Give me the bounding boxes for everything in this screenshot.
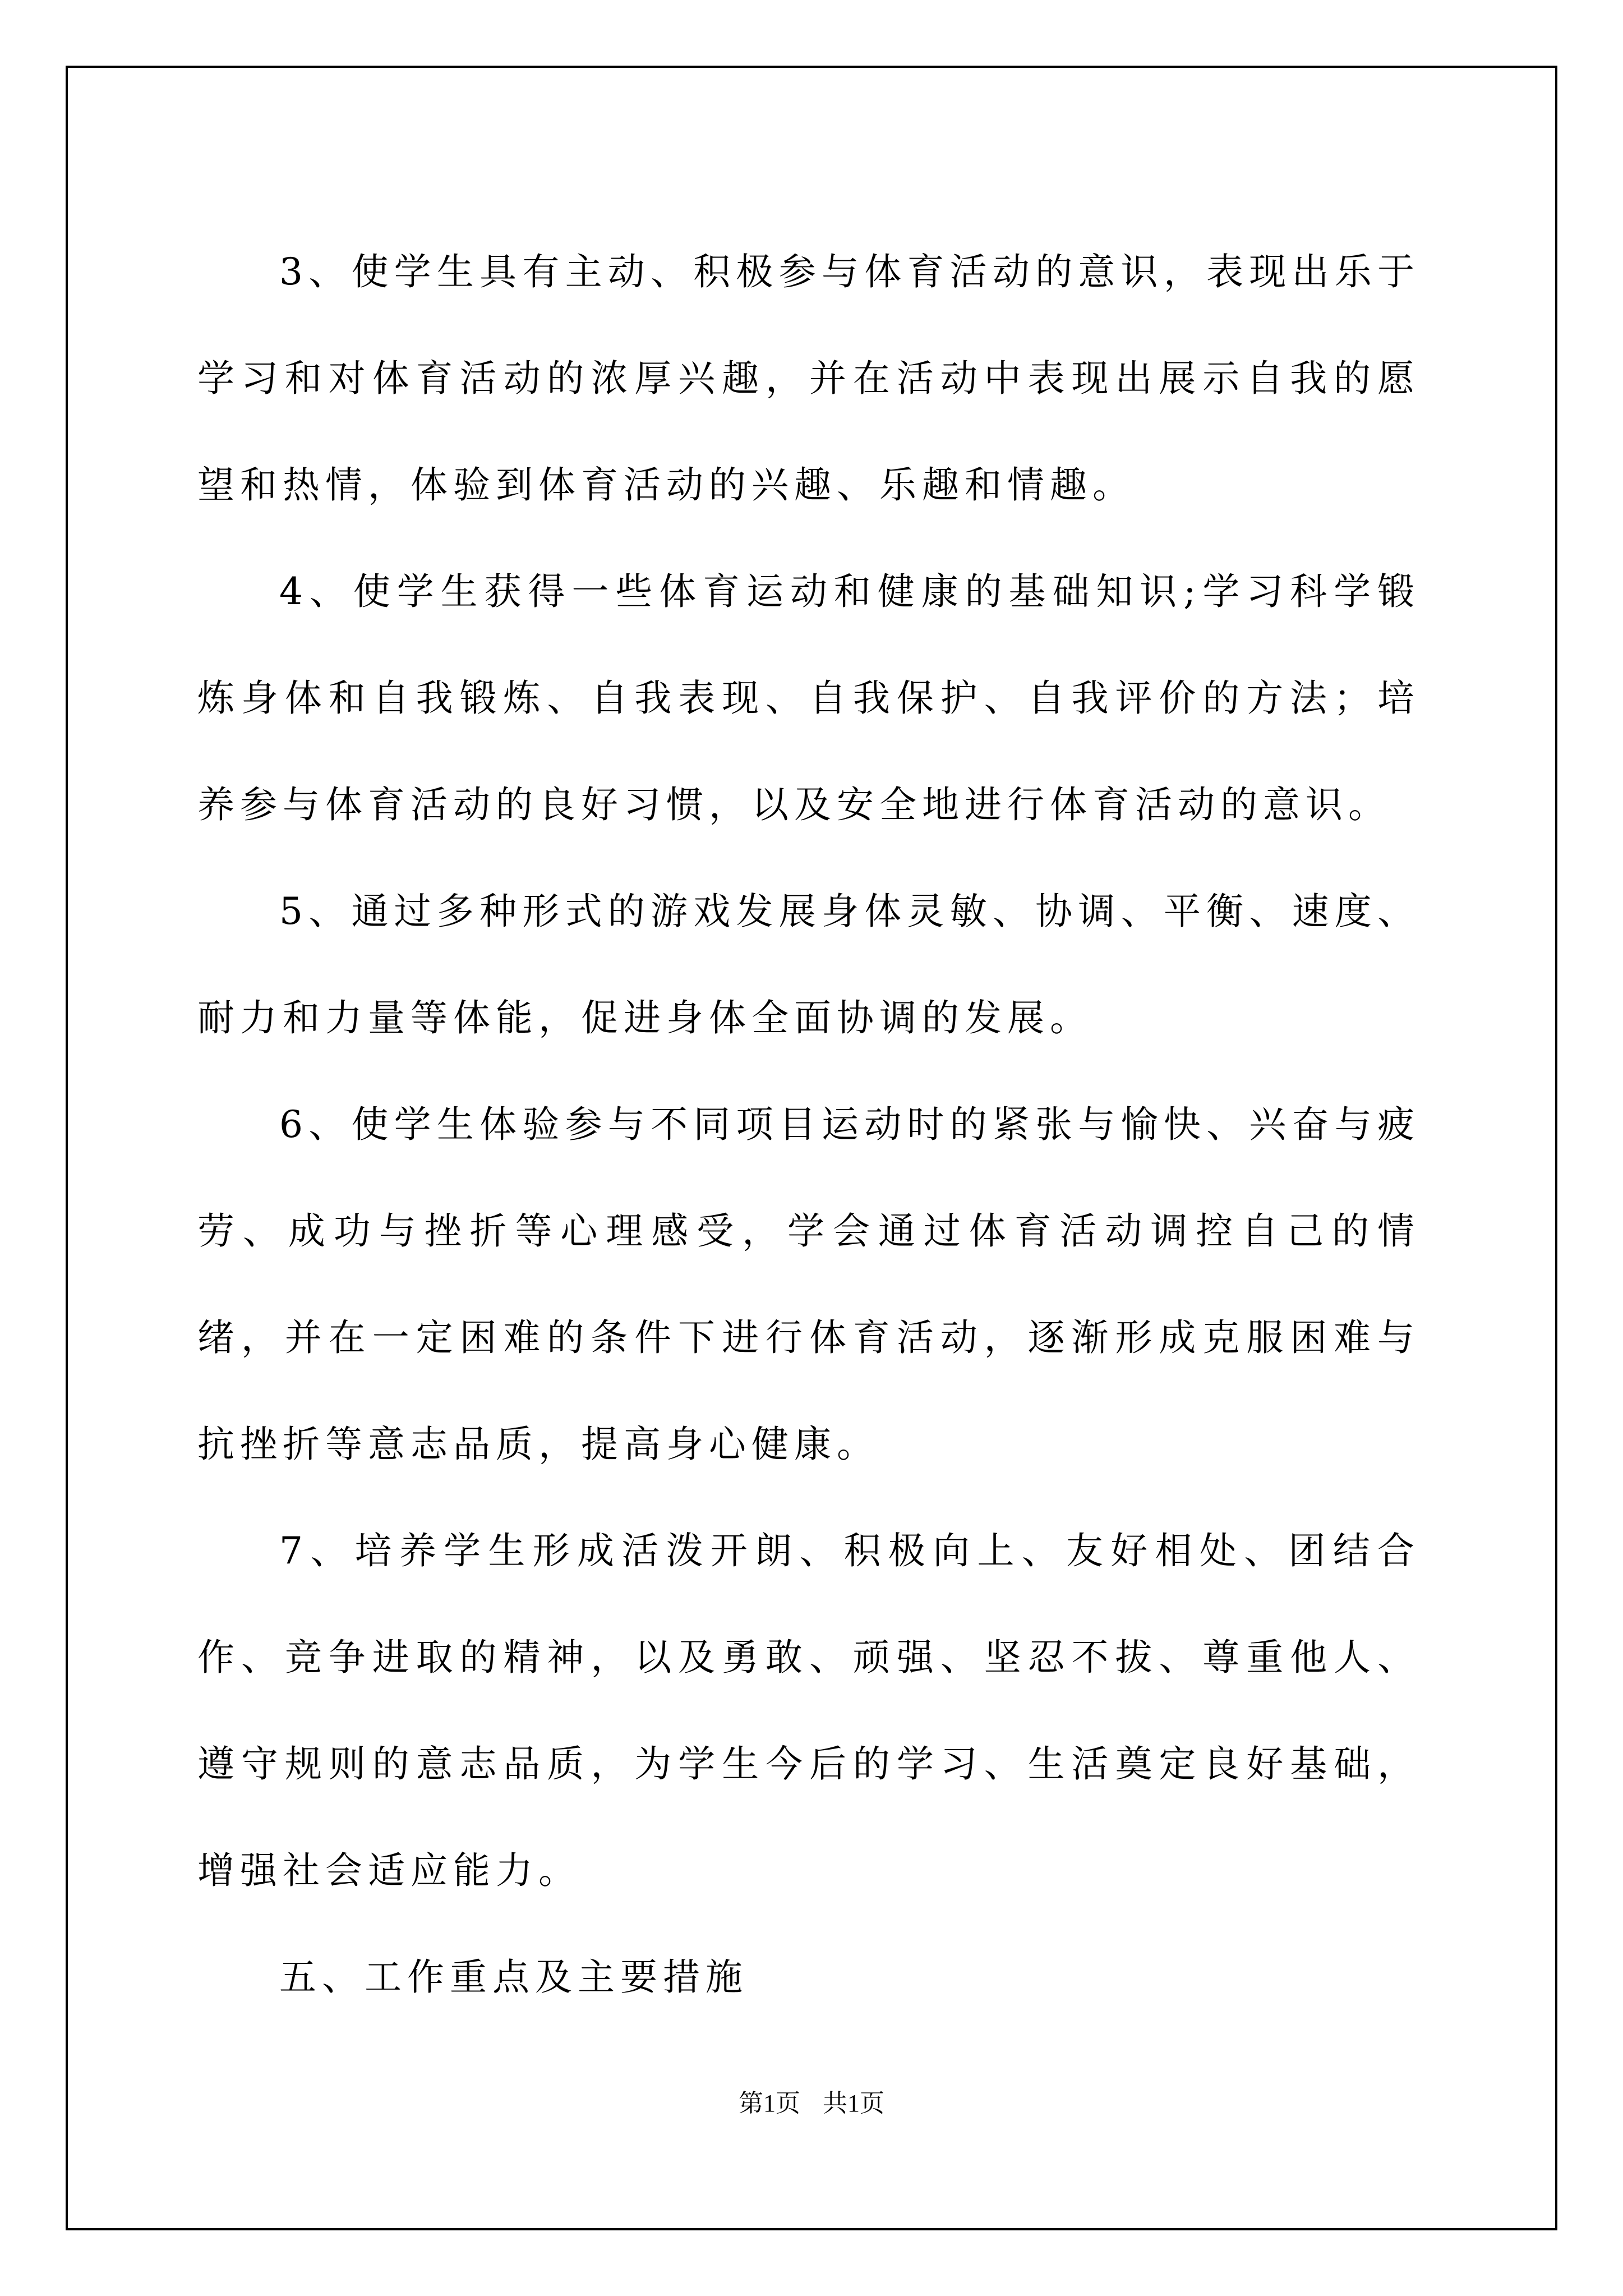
paragraph-4: 4、使学生获得一些体育运动和健康的基础知识;学习科学锻炼身体和自我锻炼、自我表现、自我保护、自我评价的方法；培养参与体育活动的良好习惯，以及安全地进行体育活动的意识。: [197, 570, 1420, 826]
page-footer: [0, 2087, 1623, 2120]
page-total: 共1页: [823, 2090, 884, 2117]
paragraph-3: 3、使学生具有主动、积极参与体育活动的意识，表现出乐于学习和对体育活动的浓厚兴趣，并在活动中表现出展示自我的愿望和热情，体验到体育活动的兴趣、乐趣和情趣。: [197, 250, 1420, 507]
paragraph-7: 7、培养学生形成活泼开朗、积极向上、友好相处、团结合作、竞争进取的精神，以及勇敢、顽强、坚忍不拔、尊重他人、遵守规则的意志品质，为学生今后的学习、生活奠定良好基础，增强社会适应能力。: [197, 1529, 1420, 1892]
paragraph-6: 6、使学生体验参与不同项目运动时的紧张与愉快、兴奋与疲劳、成功与挫折等心理感受，学会通过体育活动调控自己的情绪，并在一定困难的条件下进行体育活动，逐渐形成克服困难与抗挫折等意志品质，提高身心健康。: [197, 1103, 1420, 1466]
document-body: [197, 219, 1420, 2031]
page-number: 第1页: [739, 2090, 800, 2117]
paragraph-5: 5、通过多种形式的游戏发展身体灵敏、协调、平衡、速度、耐力和力量等体能，促进身体全面协调的发展。: [197, 890, 1420, 1039]
section-heading: 五、工作重点及主要措施: [279, 1955, 748, 1999]
